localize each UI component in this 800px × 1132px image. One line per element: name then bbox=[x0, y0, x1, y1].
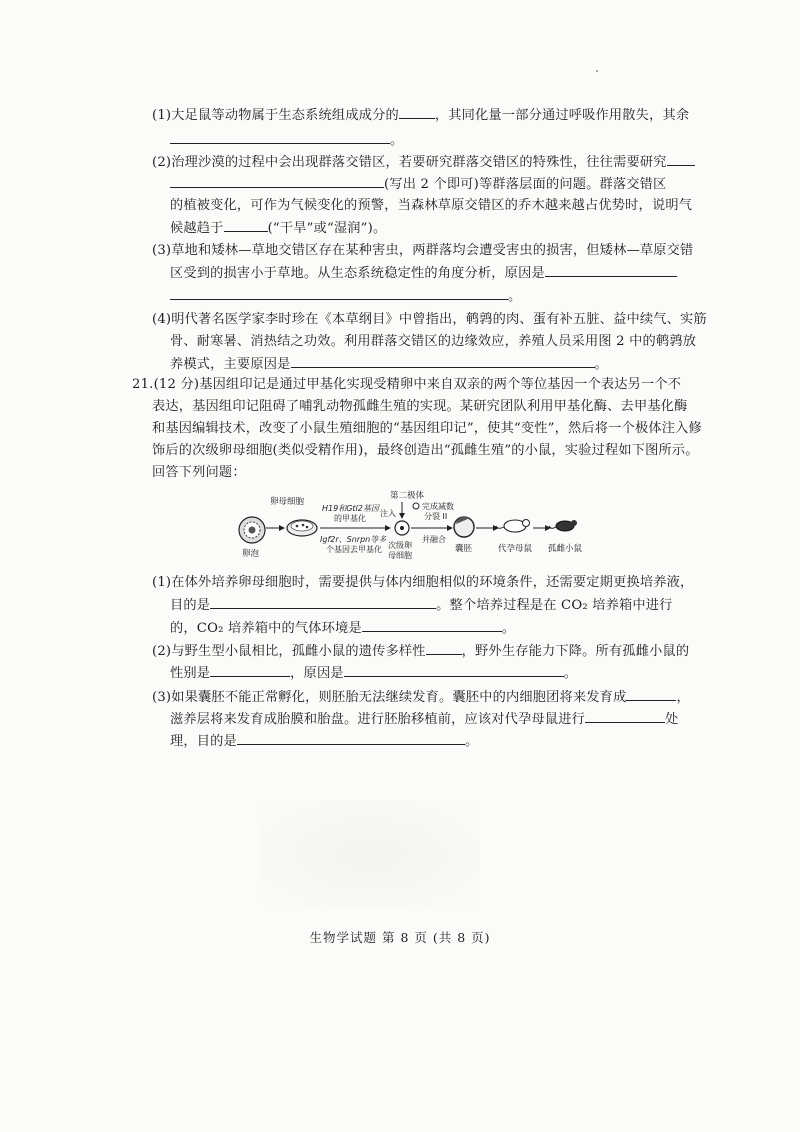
secondary-oocyte-icon bbox=[395, 521, 409, 535]
answer-blank[interactable] bbox=[170, 285, 508, 300]
answer-blank[interactable] bbox=[362, 617, 502, 632]
q20-part2-line4: 候越趋于 (“干旱”或“湿润”)。 bbox=[170, 217, 386, 240]
answer-blank[interactable] bbox=[210, 594, 436, 609]
answer-blank[interactable] bbox=[667, 151, 695, 166]
q21-intro-line4: 饰后的次级卵母细胞(类似受精作用)，最终创造出“孤雌生殖”的小鼠，实验过程如下图所示。 bbox=[152, 443, 699, 458]
q21-part1-line2: 目的是 。整个培养过程是在 CO₂ 培养箱中进行 bbox=[170, 594, 673, 617]
q20-part2-line3: 的植被变化，可作为气候变化的预警，当森林草原交错区的乔木越来越占优势时，说明气 bbox=[170, 198, 693, 213]
answer-blank[interactable] bbox=[344, 662, 564, 677]
q20-part1-line2: 。 bbox=[170, 129, 403, 152]
follicle-icon bbox=[239, 517, 265, 543]
answer-blank[interactable] bbox=[545, 262, 677, 277]
answer-blank[interactable] bbox=[626, 686, 676, 701]
q21-part1-line3: 的，CO₂ 培养箱中的气体环境是 。 bbox=[170, 617, 515, 640]
answer-blank[interactable] bbox=[426, 640, 462, 655]
q21-part2-line2: 性别是 ，原因是 。 bbox=[170, 662, 577, 685]
polar-body-icon bbox=[413, 503, 419, 509]
q20-part4-line3: 养模式，主要原因是 。 bbox=[170, 353, 608, 376]
q21-part1-line1: (1)在体外培养卵母细胞时，需要提供与体内细胞相似的环境条件，还需要定期更换培养液， bbox=[152, 575, 694, 590]
q21-intro-line2: 表达，基因组印记阻碍了哺乳动物孤雌生殖的实现。某研究团队利用甲基化酶、去甲基化酶 bbox=[152, 399, 688, 414]
q20-part3-line3: 。 bbox=[170, 285, 521, 308]
methylation-text-1: H19和Gtl2基因 bbox=[322, 504, 379, 513]
page-footer: 生物学试题 第 8 页 (共 8 页) bbox=[309, 930, 491, 945]
fuse-label: 并融合 bbox=[422, 535, 446, 544]
answer-blank[interactable] bbox=[585, 708, 665, 723]
scan-smudge bbox=[260, 800, 480, 910]
secondary-oocyte-label-1: 次级卵 bbox=[388, 541, 412, 550]
q21-part3-line3: 理，目的是 。 bbox=[170, 730, 478, 753]
q21-intro-line1: 21.(12 分)基因组印记是通过甲基化实现受精卵中来自双亲的两个等位基因一个表达另一个不 bbox=[132, 377, 682, 392]
q21-part3-line2: 滋养层将来发育成胎膜和胎盘。进行胚胎移植前，应该对代孕母鼠进行 处 bbox=[170, 708, 678, 731]
q20-part4-line1: (4)明代著名医学家李时珍在《本草纲目》中曾指出，鹌鹑的肉、蛋有补五脏、益中续气、实筋 bbox=[152, 312, 707, 327]
secondary-oocyte-label-2: 母细胞 bbox=[388, 551, 412, 560]
answer-blank[interactable] bbox=[170, 173, 384, 188]
answer-blank[interactable] bbox=[237, 730, 465, 745]
parthenogenetic-mouse-icon bbox=[549, 520, 577, 531]
answer-blank[interactable] bbox=[224, 217, 268, 232]
answer-blank[interactable] bbox=[210, 662, 290, 677]
inject-label: 注入 bbox=[380, 509, 396, 518]
oocyte-label: 卵母细胞 bbox=[270, 497, 305, 507]
q20-part2-line2: (写出 2 个即可)等群落层面的问题。群落交错区 bbox=[170, 173, 666, 196]
complete-meiosis-label-1: 完成减数 bbox=[422, 502, 454, 511]
culture-dish-icon bbox=[287, 520, 317, 536]
demethylation-text-1: Igf2r、Snrpn等多 bbox=[320, 535, 387, 544]
q21-intro-line3: 和基因编辑技术，改变了小鼠生殖细胞的“基因组印记”，使其“变性”，然后将一个极体注入修 bbox=[152, 421, 702, 436]
scan-speck bbox=[596, 70, 598, 72]
answer-blank[interactable] bbox=[399, 104, 435, 119]
methylation-text-2: 的甲基化 bbox=[334, 514, 366, 523]
surrogate-label: 代孕母鼠 bbox=[498, 544, 533, 554]
follicle-label: 卵泡 bbox=[242, 549, 260, 559]
q21-intro-line5: 回答下列问题： bbox=[152, 465, 246, 480]
q21-part2-line1: (2)与野生型小鼠相比，孤雌小鼠的遗传多样性 ，野外生存能力下降。所有孤雌小鼠的 bbox=[152, 640, 689, 663]
complete-meiosis-label-2: 分裂 II bbox=[424, 512, 448, 521]
q20-part4-line2: 骨、耐寒暑、消热结之功效。利用群落交错区的边缘效应，养殖人员采用图 2 中的鹌鹑放 bbox=[170, 334, 697, 349]
blastocyst-icon bbox=[454, 516, 474, 537]
q20-part2-line1: (2)治理沙漠的过程中会出现群落交错区，若要研究群落交错区的特殊性，往往需要研究 bbox=[152, 151, 695, 174]
blastocyst-label: 囊胚 bbox=[455, 544, 473, 554]
q21-part3-line1: (3)如果囊胚不能正常孵化，则胚胎无法继续发育。囊胚中的内细胞团将来发育成 ， bbox=[152, 686, 690, 709]
parthenogenetic-label: 孤雌小鼠 bbox=[548, 544, 583, 554]
surrogate-mouse-icon bbox=[496, 520, 530, 533]
experiment-diagram bbox=[230, 490, 590, 562]
demethylation-text-2: 个基因去甲基化 bbox=[326, 545, 382, 554]
q20-part3-line2: 区受到的损害小于草地。从生态系统稳定性的角度分析，原因是 bbox=[170, 262, 677, 285]
answer-blank[interactable] bbox=[291, 353, 595, 368]
q20-part3-line1: (3)草地和矮林—草地交错区存在某种害虫，两群落均会遭受害虫的损害，但矮林—草原交错 bbox=[152, 243, 694, 258]
q20-part1-line1: (1)大足鼠等动物属于生态系统组成成分的 ，其同化量一部分通过呼吸作用散失，其余 bbox=[152, 104, 689, 127]
answer-blank[interactable] bbox=[170, 129, 390, 144]
polar-body-label: 第二极体 bbox=[390, 491, 425, 501]
